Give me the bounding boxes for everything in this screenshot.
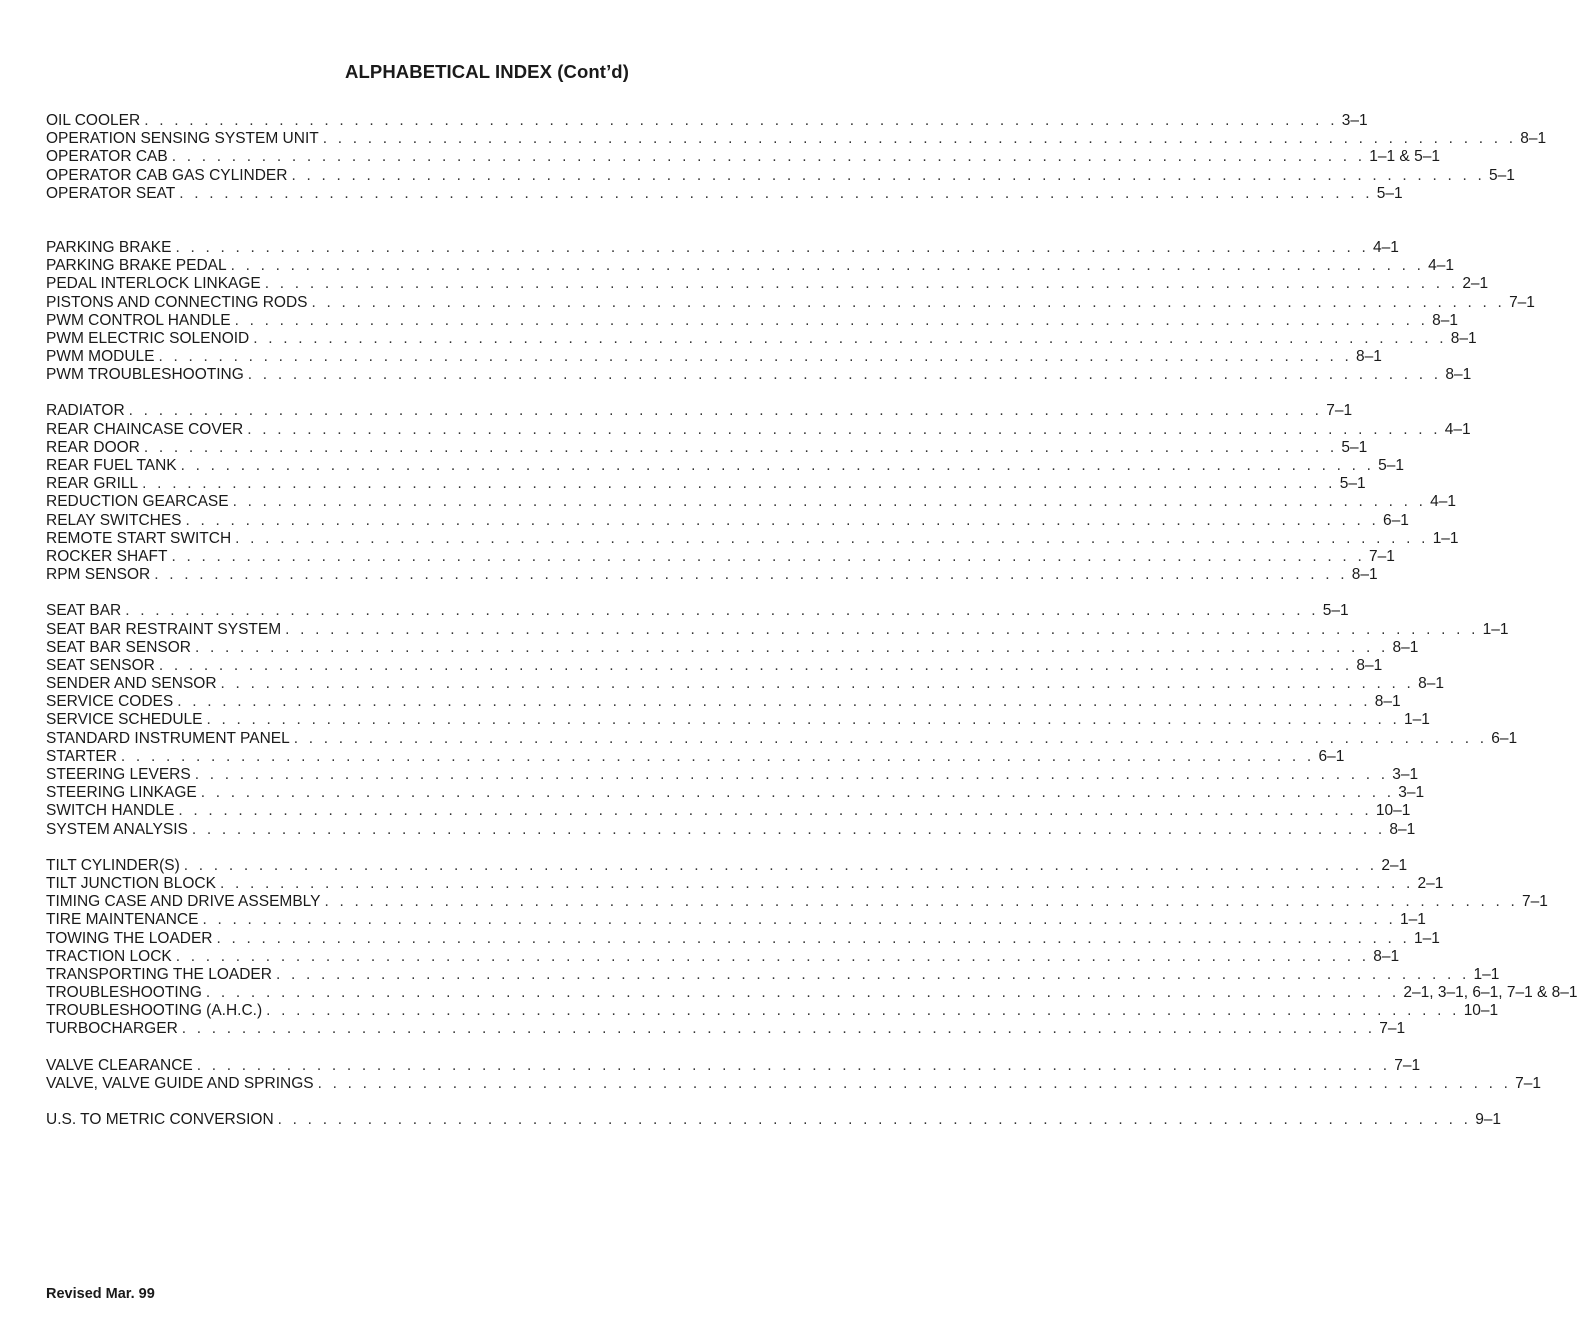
- dot-leader: . . . . . . . . . . . . . . . . . . . . . . . . . . . . . . . . . . . . . . . . . . . . . . . . . . . . . . . . . . . . . . . . . . . . . . . . . . . . . . . .: [266, 1002, 1460, 1020]
- entry-page: 10–1: [1463, 1002, 1499, 1020]
- dot-leader: . . . . . . . . . . . . . . . . . . . . . . . . . . . . . . . . . . . . . . . . . . . . . . . . . . . . . . . . . . . . . . . . . . . . . . . . . . . . . . . .: [120, 747, 1315, 765]
- dot-leader: . . . . . . . . . . . . . . . . . . . . . . . . . . . . . . . . . . . . . . . . . . . . . . . . . . . . . . . . . . . . . . . . . . . . . . . . . . . . . . . .: [181, 1020, 1376, 1038]
- dot-leader: . . . . . . . . . . . . . . . . . . . . . . . . . . . . . . . . . . . . . . . . . . . . . . . . . . . . . . . . . . . . . . . . . . . . . . . . . . . . . . . .: [177, 693, 1371, 711]
- index-entry: [46, 984, 1578, 1002]
- entry-label: RPM SENSOR: [46, 566, 151, 584]
- entry-label: TIMING CASE AND DRIVE ASSEMBLY: [46, 893, 321, 911]
- index-entry: [46, 947, 1400, 966]
- entry-label: TURBOCHARGER: [46, 1020, 178, 1038]
- index-entry: [46, 620, 1509, 639]
- entry-label: OPERATOR CAB: [46, 148, 168, 166]
- index-entry: [46, 238, 1399, 257]
- entry-page: 4–1: [1373, 238, 1399, 256]
- entry-label: TIRE MAINTENANCE: [46, 911, 199, 929]
- dot-leader: . . . . . . . . . . . . . . . . . . . . . . . . . . . . . . . . . . . . . . . . . . . . . . . . . . . . . . . . . . . . . . . . . . . . . . . . . . . . . . . .: [205, 984, 1400, 1002]
- entry-label: OPERATION SENSING SYSTEM UNIT: [46, 130, 319, 148]
- index-group: [46, 856, 1578, 1039]
- index-entry: [46, 1020, 1406, 1038]
- index-entry: [46, 856, 1408, 875]
- entry-page: 1–1: [1414, 929, 1440, 947]
- index-entry: [46, 711, 1430, 729]
- entry-label: PWM MODULE: [46, 348, 155, 366]
- index-entry: [46, 184, 1403, 203]
- index-entry: [46, 148, 1440, 166]
- dot-leader: . . . . . . . . . . . . . . . . . . . . . . . . . . . . . . . . . . . . . . . . . . . . . . . . . . . . . . . . . . . . . . . . . . . . . . . . . . . . . . . .: [277, 1111, 1472, 1128]
- entry-label: STARTER: [46, 747, 117, 765]
- index-entry: [46, 293, 1535, 312]
- index-group: [46, 602, 1518, 838]
- dot-leader: . . . . . . . . . . . . . . . . . . . . . . . . . . . . . . . . . . . . . . . . . . . . . . . . . . . . . . . . . . . . . . . . . . . . . . . . . . . . . . . .: [293, 729, 1488, 747]
- entry-page: 8–1: [1445, 366, 1472, 384]
- index-entry: [46, 893, 1548, 911]
- entry-label: TILT JUNCTION BLOCK: [46, 874, 216, 892]
- entry-label: STEERING LINKAGE: [46, 784, 197, 802]
- entry-label: STANDARD INSTRUMENT PANEL: [46, 729, 290, 747]
- entry-page: 2–1: [1381, 856, 1408, 874]
- entry-label: SYSTEM ANALYSIS: [46, 820, 188, 838]
- entry-label: RELAY SWITCHES: [46, 511, 182, 529]
- entry-label: ROCKER SHAFT: [46, 547, 168, 565]
- entry-page: 8–1: [1432, 311, 1458, 329]
- entry-label: REAR GRILL: [46, 475, 139, 493]
- index-entry: [46, 602, 1349, 620]
- alphabetical-index: [46, 112, 1578, 1147]
- entry-label: STEERING LEVERS: [46, 766, 191, 783]
- entry-page: 4–1: [1428, 257, 1455, 275]
- dot-leader: . . . . . . . . . . . . . . . . . . . . . . . . . . . . . . . . . . . . . . . . . . . . . . . . . . . . . . . . . . . . . . . . . . . . . . . . . . . . . . . .: [247, 366, 1442, 384]
- entry-label: SEAT BAR SENSOR: [46, 638, 191, 656]
- entry-page: 7–1: [1509, 293, 1535, 311]
- entry-page: 3–1: [1392, 766, 1419, 783]
- index-entry: [46, 766, 1419, 784]
- index-entry: [46, 929, 1440, 948]
- entry-page: 4–1: [1444, 420, 1471, 438]
- entry-label: REAR CHAINCASE COVER: [46, 420, 244, 438]
- entry-label: TROUBLESHOOTING: [46, 984, 202, 1002]
- index-entry: [46, 402, 1353, 420]
- entry-label: PEDAL INTERLOCK LINKAGE: [46, 275, 261, 293]
- dot-leader: . . . . . . . . . . . . . . . . . . . . . . . . . . . . . . . . . . . . . . . . . . . . . . . . . . . . . . . . . . . . . . . . . . . . . . . . . . . . . . . .: [194, 766, 1389, 783]
- index-entry: [46, 511, 1409, 530]
- dot-leader: . . . . . . . . . . . . . . . . . . . . . . . . . . . . . . . . . . . . . . . . . . . . . . . . . . . . . . . . . . . . . . . . . . . . . . . . . . . . . . . .: [179, 184, 1373, 202]
- entry-page: 8–1: [1450, 329, 1477, 347]
- dot-leader: . . . . . . . . . . . . . . . . . . . . . . . . . . . . . . . . . . . . . . . . . . . . . . . . . . . . . . . . . . . . . . . . . . . . . . . . . . . . . . . .: [158, 656, 1353, 674]
- dot-leader: . . . . . . . . . . . . . . . . . . . . . . . . . . . . . . . . . . . . . . . . . . . . . . . . . . . . . . . . . . . . . . . . . . . . . . . . . . . . . . . .: [220, 675, 1415, 693]
- index-entry: [46, 438, 1368, 457]
- dot-leader: . . . . . . . . . . . . . . . . . . . . . . . . . . . . . . . . . . . . . . . . . . . . . . . . . . . . . . . . . . . . . . . . . . . . . . . . . . . . . . . .: [142, 475, 1336, 493]
- entry-page: 5–1: [1322, 602, 1349, 620]
- dot-leader: . . . . . . . . . . . . . . . . . . . . . . . . . . . . . . . . . . . . . . . . . . . . . . . . . . . . . . . . . . . . . . . . . . . . . . . . . . . . . . . .: [125, 602, 1319, 620]
- entry-page: 8–1: [1520, 130, 1547, 148]
- entry-page: 5–1: [1376, 184, 1403, 202]
- dot-leader: . . . . . . . . . . . . . . . . . . . . . . . . . . . . . . . . . . . . . . . . . . . . . . . . . . . . . . . . . . . . . . . . . . . . . . . . . . . . . . . .: [195, 638, 1389, 656]
- entry-page: 7–1: [1326, 402, 1353, 420]
- index-entry: [46, 747, 1345, 766]
- entry-label: REAR DOOR: [46, 438, 140, 456]
- entry-page: 8–1: [1389, 820, 1416, 838]
- entry-label: PISTONS AND CONNECTING RODS: [46, 293, 308, 311]
- index-entry: [46, 1111, 1502, 1129]
- entry-page: 1–1: [1404, 711, 1430, 729]
- entry-page: 5–1: [1378, 457, 1405, 474]
- dot-leader: . . . . . . . . . . . . . . . . . . . . . . . . . . . . . . . . . . . . . . . . . . . . . . . . . . . . . . . . . . . . . . . . . . . . . . . . . . . . . . . .: [247, 420, 1441, 438]
- entry-label: TRACTION LOCK: [46, 947, 172, 965]
- entry-label: OIL COOLER: [46, 112, 141, 129]
- index-entry: [46, 166, 1515, 185]
- page-title: ALPHABETICAL INDEX (Cont’d): [345, 61, 629, 82]
- dot-leader: . . . . . . . . . . . . . . . . . . . . . . . . . . . . . . . . . . . . . . . . . . . . . . . . . . . . . . . . . . . . . . . . . . . . . . . . . . . . . . . .: [178, 802, 1372, 820]
- entry-label: U.S. TO METRIC CONVERSION: [46, 1111, 274, 1128]
- entry-label: TILT CYLINDER(S): [46, 856, 180, 874]
- dot-leader: . . . . . . . . . . . . . . . . . . . . . . . . . . . . . . . . . . . . . . . . . . . . . . . . . . . . . . . . . . . . . . . . . . . . . . . . . . . . . . . .: [171, 148, 1366, 166]
- entry-page: 8–1: [1418, 675, 1444, 693]
- dot-leader: . . . . . . . . . . . . . . . . . . . . . . . . . . . . . . . . . . . . . . . . . . . . . . . . . . . . . . . . . . . . . . . . . . . . . . . . . . . . . . . .: [143, 438, 1338, 456]
- entry-label: REMOTE START SWITCH: [46, 529, 232, 547]
- dot-leader: . . . . . . . . . . . . . . . . . . . . . . . . . . . . . . . . . . . . . . . . . . . . . . . . . . . . . . . . . . . . . . . . . . . . . . . . . . . . . . . .: [230, 257, 1425, 275]
- index-entry: [46, 693, 1401, 711]
- index-entry: [46, 675, 1444, 693]
- index-entry: [46, 1002, 1499, 1020]
- index-entry: [46, 130, 1547, 148]
- dot-leader: . . . . . . . . . . . . . . . . . . . . . . . . . . . . . . . . . . . . . . . . . . . . . . . . . . . . . . . . . . . . . . . . . . . . . . . . . . . . . . . .: [317, 1074, 1512, 1092]
- dot-leader: . . . . . . . . . . . . . . . . . . . . . . . . . . . . . . . . . . . . . . . . . . . . . . . . . . . . . . . . . . . . . . . . . . . . . . . . . . . . . . . .: [322, 130, 1517, 148]
- entry-page: 2–1, 3–1, 6–1, 7–1 & 8–1: [1403, 984, 1578, 1002]
- dot-leader: . . . . . . . . . . . . . . . . . . . . . . . . . . . . . . . . . . . . . . . . . . . . . . . . . . . . . . . . . . . . . . . . . . . . . . . . . . . . . . . .: [311, 293, 1506, 311]
- dot-leader: . . . . . . . . . . . . . . . . . . . . . . . . . . . . . . . . . . . . . . . . . . . . . . . . . . . . . . . . . . . . . . . . . . . . . . . . . . . . . . . .: [232, 493, 1427, 511]
- dot-leader: . . . . . . . . . . . . . . . . . . . . . . . . . . . . . . . . . . . . . . . . . . . . . . . . . . . . . . . . . . . . . . . . . . . . . . . . . . . . . . . .: [235, 529, 1429, 547]
- entry-label: VALVE CLEARANCE: [46, 1056, 193, 1074]
- entry-label: TRANSPORTING THE LOADER: [46, 965, 272, 983]
- entry-page: 6–1: [1491, 729, 1518, 747]
- index-entry: [46, 566, 1378, 584]
- entry-page: 10–1: [1375, 802, 1411, 820]
- dot-leader: . . . . . . . . . . . . . . . . . . . . . . . . . . . . . . . . . . . . . . . . . . . . . . . . . . . . . . . . . . . . . . . . . . . . . . . . . . . . . . . .: [253, 329, 1447, 347]
- index-entry: [46, 366, 1472, 384]
- index-group: [46, 1056, 1542, 1093]
- entry-page: 1–1: [1473, 965, 1500, 983]
- index-entry: [46, 1056, 1421, 1075]
- entry-label: PWM TROUBLESHOOTING: [46, 366, 244, 384]
- dot-leader: . . . . . . . . . . . . . . . . . . . . . . . . . . . . . . . . . . . . . . . . . . . . . . . . . . . . . . . . . . . . . . . . . . . . . . . . . . . . . . . .: [158, 348, 1353, 366]
- entry-label: TROUBLESHOOTING (A.H.C.): [46, 1002, 263, 1020]
- entry-label: PARKING BRAKE: [46, 238, 172, 256]
- entry-page: 7–1: [1394, 1056, 1421, 1074]
- entry-page: 7–1: [1379, 1020, 1406, 1038]
- dot-leader: . . . . . . . . . . . . . . . . . . . . . . . . . . . . . . . . . . . . . . . . . . . . . . . . . . . . . . . . . . . . . . . . . . . . . . . . . . . . . . . .: [180, 457, 1375, 474]
- entry-page: 8–1: [1373, 947, 1400, 965]
- entry-page: 1–1 & 5–1: [1369, 148, 1440, 166]
- entry-label: PWM CONTROL HANDLE: [46, 311, 231, 329]
- entry-label: SWITCH HANDLE: [46, 802, 175, 820]
- index-entry: [46, 547, 1395, 566]
- index-entry: [46, 493, 1456, 511]
- dot-leader: . . . . . . . . . . . . . . . . . . . . . . . . . . . . . . . . . . . . . . . . . . . . . . . . . . . . . . . . . . . . . . . . . . . . . . . . . . . . . . . .: [234, 311, 1429, 329]
- index-entry: [46, 965, 1500, 984]
- entry-page: 2–1: [1417, 874, 1444, 892]
- entry-label: OPERATOR CAB GAS CYLINDER: [46, 166, 288, 184]
- revision-footer: Revised Mar. 99: [46, 1286, 155, 1302]
- index-entry: [46, 257, 1455, 275]
- entry-label: TOWING THE LOADER: [46, 929, 213, 947]
- dot-leader: . . . . . . . . . . . . . . . . . . . . . . . . . . . . . . . . . . . . . . . . . . . . . . . . . . . . . . . . . . . . . . . . . . . . . . . . . . . . . . . .: [185, 511, 1380, 529]
- entry-label: SERVICE SCHEDULE: [46, 711, 203, 729]
- dot-leader: . . . . . . . . . . . . . . . . . . . . . . . . . . . . . . . . . . . . . . . . . . . . . . . . . . . . . . . . . . . . . . . . . . . . . . . . . . . . . . . .: [291, 166, 1485, 184]
- dot-leader: . . . . . . . . . . . . . . . . . . . . . . . . . . . . . . . . . . . . . . . . . . . . . . . . . . . . . . . . . . . . . . . . . . . . . . . . . . . . . . . .: [275, 965, 1470, 983]
- entry-page: 5–1: [1339, 475, 1366, 493]
- dot-leader: . . . . . . . . . . . . . . . . . . . . . . . . . . . . . . . . . . . . . . . . . . . . . . . . . . . . . . . . . . . . . . . . . . . . . . . . . . . . . . . .: [285, 620, 1479, 638]
- dot-leader: . . . . . . . . . . . . . . . . . . . . . . . . . . . . . . . . . . . . . . . . . . . . . . . . . . . . . . . . . . . . . . . . . . . . . . . . . . . . . . . .: [171, 547, 1365, 565]
- entry-page: 1–1: [1482, 620, 1509, 638]
- index-entry: [46, 1074, 1542, 1093]
- entry-label: PWM ELECTRIC SOLENOID: [46, 329, 250, 347]
- entry-page: 8–1: [1392, 638, 1419, 656]
- dot-leader: . . . . . . . . . . . . . . . . . . . . . . . . . . . . . . . . . . . . . . . . . . . . . . . . . . . . . . . . . . . . . . . . . . . . . . . . . . . . . . . .: [219, 874, 1414, 892]
- index-entry: [46, 729, 1518, 748]
- index-entry: [46, 911, 1426, 929]
- dot-leader: . . . . . . . . . . . . . . . . . . . . . . . . . . . . . . . . . . . . . . . . . . . . . . . . . . . . . . . . . . . . . . . . . . . . . . . . . . . . . . . .: [128, 402, 1323, 420]
- entry-page: 4–1: [1430, 493, 1456, 511]
- index-entry: [46, 348, 1382, 366]
- dot-leader: . . . . . . . . . . . . . . . . . . . . . . . . . . . . . . . . . . . . . . . . . . . . . . . . . . . . . . . . . . . . . . . . . . . . . . . . . . . . . . . .: [216, 929, 1411, 947]
- index-entry: [46, 112, 1368, 130]
- dot-leader: . . . . . . . . . . . . . . . . . . . . . . . . . . . . . . . . . . . . . . . . . . . . . . . . . . . . . . . . . . . . . . . . . . . . . . . . . . . . . . . .: [175, 238, 1369, 256]
- dot-leader: . . . . . . . . . . . . . . . . . . . . . . . . . . . . . . . . . . . . . . . . . . . . . . . . . . . . . . . . . . . . . . . . . . . . . . . . . . . . . . . .: [202, 911, 1396, 929]
- entry-label: PARKING BRAKE PEDAL: [46, 257, 227, 275]
- index-group: [46, 238, 1535, 385]
- entry-page: 9–1: [1475, 1111, 1502, 1128]
- entry-page: 1–1: [1399, 911, 1426, 929]
- entry-label: SENDER AND SENSOR: [46, 675, 217, 693]
- entry-page: 8–1: [1351, 566, 1378, 584]
- dot-leader: . . . . . . . . . . . . . . . . . . . . . . . . . . . . . . . . . . . . . . . . . . . . . . . . . . . . . . . . . . . . . . . . . . . . . . . . . . . . . . . .: [200, 784, 1395, 802]
- dot-leader: . . . . . . . . . . . . . . . . . . . . . . . . . . . . . . . . . . . . . . . . . . . . . . . . . . . . . . . . . . . . . . . . . . . . . . . . . . . . . . . .: [196, 1056, 1391, 1074]
- entry-label: VALVE, VALVE GUIDE AND SPRINGS: [46, 1074, 314, 1092]
- index-entry: [46, 311, 1458, 330]
- entry-page: 8–1: [1356, 656, 1383, 674]
- index-entry: [46, 784, 1425, 802]
- dot-leader: . . . . . . . . . . . . . . . . . . . . . . . . . . . . . . . . . . . . . . . . . . . . . . . . . . . . . . . . . . . . . . . . . . . . . . . . . . . . . . . .: [183, 856, 1378, 874]
- dot-leader: . . . . . . . . . . . . . . . . . . . . . . . . . . . . . . . . . . . . . . . . . . . . . . . . . . . . . . . . . . . . . . . . . . . . . . . . . . . . . . . .: [144, 112, 1338, 129]
- index-entry: [46, 802, 1411, 820]
- index-entry: [46, 420, 1471, 439]
- entry-label: SEAT BAR: [46, 602, 122, 620]
- index-entry: [46, 820, 1416, 839]
- entry-page: 5–1: [1489, 166, 1515, 184]
- dot-leader: . . . . . . . . . . . . . . . . . . . . . . . . . . . . . . . . . . . . . . . . . . . . . . . . . . . . . . . . . . . . . . . . . . . . . . . . . . . . . . . .: [154, 566, 1348, 584]
- entry-page: 7–1: [1368, 547, 1395, 565]
- entry-page: 2–1: [1462, 275, 1489, 293]
- entry-label: REAR FUEL TANK: [46, 457, 177, 474]
- entry-page: 1–1: [1432, 529, 1459, 547]
- index-entry: [46, 329, 1477, 348]
- entry-page: 6–1: [1383, 511, 1409, 529]
- entry-label: SEAT BAR RESTRAINT SYSTEM: [46, 620, 282, 638]
- entry-page: 6–1: [1318, 747, 1345, 765]
- entry-page: 7–1: [1522, 893, 1548, 911]
- entry-page: 3–1: [1398, 784, 1425, 802]
- index-entry: [46, 638, 1419, 657]
- index-entry: [46, 457, 1405, 475]
- index-entry: [46, 275, 1489, 293]
- entry-page: 3–1: [1341, 112, 1368, 129]
- entry-label: SEAT SENSOR: [46, 656, 155, 674]
- dot-leader: . . . . . . . . . . . . . . . . . . . . . . . . . . . . . . . . . . . . . . . . . . . . . . . . . . . . . . . . . . . . . . . . . . . . . . . . . . . . . . . .: [324, 893, 1519, 911]
- index-group: [46, 112, 1547, 203]
- index-entry: [46, 656, 1383, 675]
- index-entry: [46, 475, 1366, 493]
- entry-page: 7–1: [1515, 1074, 1542, 1092]
- index-group: [46, 1111, 1502, 1129]
- index-entry: [46, 874, 1444, 893]
- entry-label: REDUCTION GEARCASE: [46, 493, 229, 511]
- entry-label: RADIATOR: [46, 402, 125, 420]
- index-entry: [46, 529, 1459, 548]
- entry-page: 8–1: [1356, 348, 1382, 366]
- entry-page: 5–1: [1341, 438, 1368, 456]
- dot-leader: . . . . . . . . . . . . . . . . . . . . . . . . . . . . . . . . . . . . . . . . . . . . . . . . . . . . . . . . . . . . . . . . . . . . . . . . . . . . . . . .: [191, 820, 1386, 838]
- entry-label: OPERATOR SEAT: [46, 184, 176, 202]
- entry-page: 8–1: [1374, 693, 1401, 711]
- dot-leader: . . . . . . . . . . . . . . . . . . . . . . . . . . . . . . . . . . . . . . . . . . . . . . . . . . . . . . . . . . . . . . . . . . . . . . . . . . . . . . . .: [175, 947, 1370, 965]
- entry-label: SERVICE CODES: [46, 693, 174, 711]
- dot-leader: . . . . . . . . . . . . . . . . . . . . . . . . . . . . . . . . . . . . . . . . . . . . . . . . . . . . . . . . . . . . . . . . . . . . . . . . . . . . . . . .: [206, 711, 1401, 729]
- dot-leader: . . . . . . . . . . . . . . . . . . . . . . . . . . . . . . . . . . . . . . . . . . . . . . . . . . . . . . . . . . . . . . . . . . . . . . . . . . . . . . . .: [264, 275, 1459, 293]
- index-group: [46, 402, 1471, 584]
